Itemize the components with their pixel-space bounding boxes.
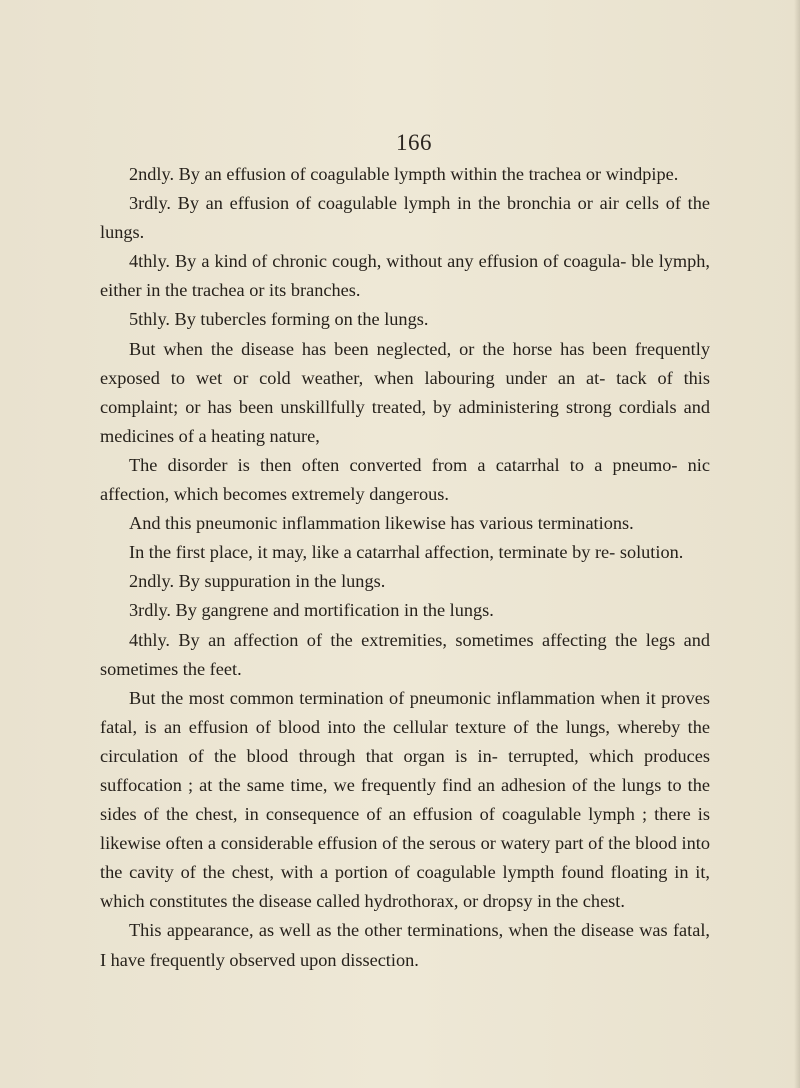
paragraph-observed-dissection: This appearance, as well as the other terminations, when the disease was fatal, I have frequently observed upon dissection. bbox=[100, 920, 710, 970]
paragraph-5thly-tubercles: 5thly. By tubercles forming on the lungs. bbox=[129, 309, 429, 330]
paragraph-disease-neglected: But when the disease has been neglected, or the horse has been frequently exposed to wet or cold weather, when labouring under an at- tack of this complaint; or has been unskillfully treated, by administering strong cordials and medicines of a heating nature, bbox=[100, 338, 710, 446]
page-edge-shadow bbox=[794, 0, 800, 1088]
paragraph-3rdly-gangrene: 3rdly. By gangrene and mortification in the lungs. bbox=[129, 600, 494, 621]
page-body-text bbox=[100, 160, 710, 975]
paragraph-pneumonic-terminations: And this pneumonic inflammation likewise has various terminations. bbox=[129, 513, 634, 534]
paragraph-4thly-chronic-cough: 4thly. By a kind of chronic cough, without any effusion of coagula- ble lymph, either in the trachea or its branches. bbox=[100, 251, 710, 301]
paragraph-4thly-extremities: 4thly. By an affection of the extremities, sometimes affecting the legs and sometimes the feet. bbox=[100, 629, 710, 679]
paragraph-most-common-termination: But the most common termination of pneumonic inflammation when it proves fatal, is an effusion of blood into the cellular texture of the lungs, whereby the circulation of the blood through that organ is in- terrupted, which produces suffocation ; at the same time, we frequently find an adhesion of the lungs to the sides of the chest, in consequence of an effusion of coagulable lymph ; there is likewise often a considerable effusion of the serous or watery part of the blood into the cavity of the chest, with a portion of coagulable lympth found floating in it, which constitutes the disease called hydrothorax, or dropsy in the chest. bbox=[100, 687, 710, 912]
page-number: 166 bbox=[396, 130, 432, 155]
paragraph-disorder-converted: The disorder is then often converted from a catarrhal to a pneumo- nic affection, which becomes extremely dangerous. bbox=[100, 454, 710, 505]
paragraph-2ndly-trachea: 2ndly. By an effusion of coagulable lympth within the trachea or windpipe. bbox=[129, 164, 679, 184]
paragraph-first-place-resolution: In the first place, it may, like a catarrhal affection, terminate by re- solution. bbox=[129, 542, 684, 563]
paragraph-2ndly-suppuration: 2ndly. By suppuration in the lungs. bbox=[129, 571, 386, 592]
paragraph-3rdly-bronchia: 3rdly. By an effusion of coagulable lymph in the bronchia or air cells of the lungs. bbox=[100, 193, 710, 243]
